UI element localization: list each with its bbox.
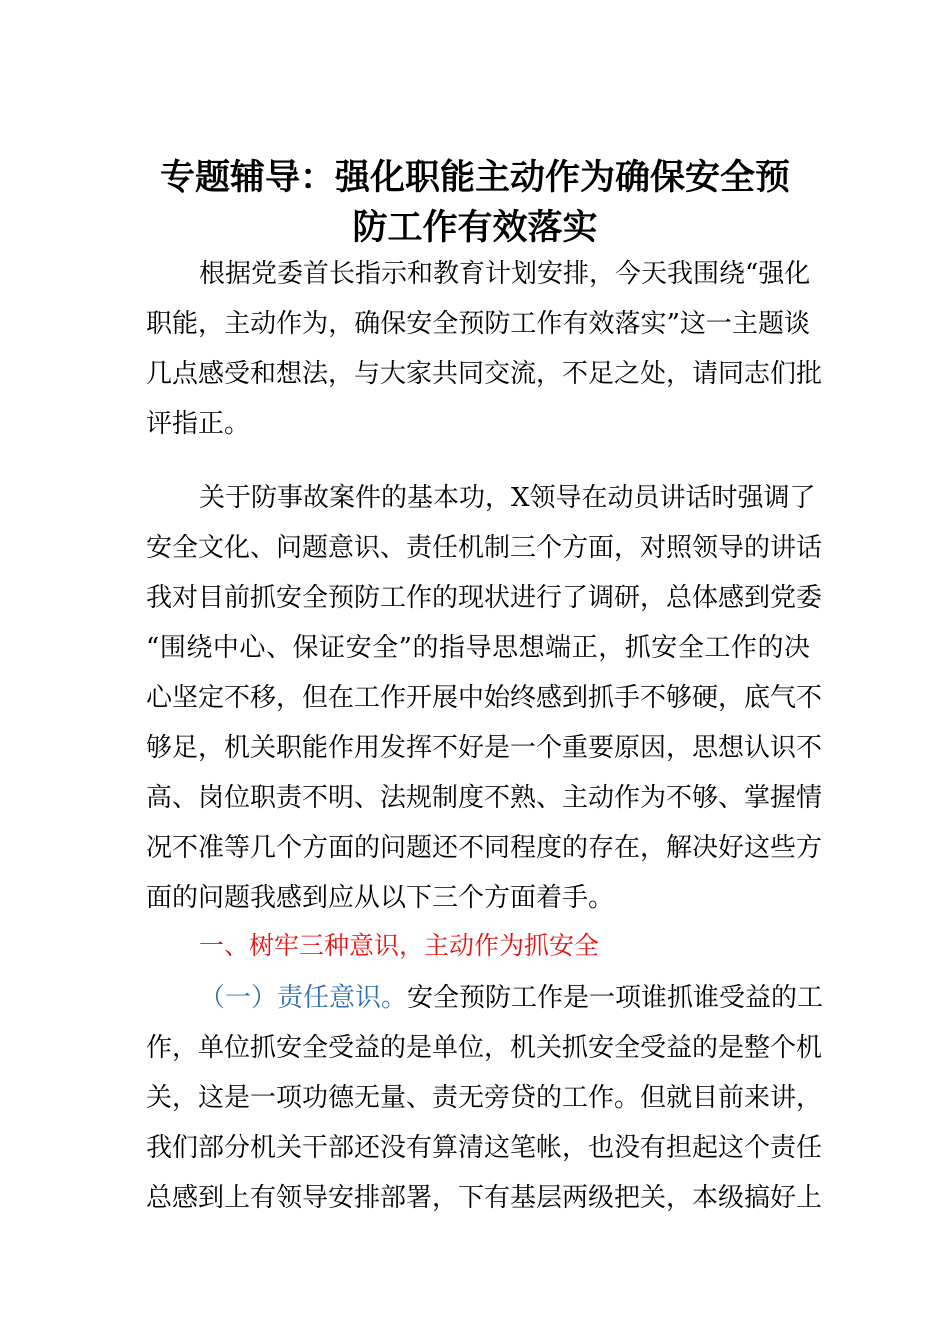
subsection-1-line-2: 作，单位抓安全受益的是单位，机关抓安全受益的是整个机 (146, 1033, 823, 1063)
subsection-1-line-4: 我们部分机关干部还没有算清这笔帐，也没有担起这个责任 (146, 1133, 823, 1163)
document-title-line-2: 防工作有效落实 (352, 207, 598, 248)
paragraph-1-line-3: 几点感受和想法，与大家共同交流，不足之处，请同志们批 (146, 359, 823, 389)
paragraph-2-line-8: 况不准等几个方面的问题还不同程度的存在，解决好这些方 (146, 833, 823, 863)
section-1-heading: 一、树牢三种意识，主动作为抓安全 (199, 931, 600, 960)
paragraph-2-line-9: 面的问题我感到应从以下三个方面着手。 (146, 883, 615, 913)
document-title-line-1: 专题辅导：强化职能主动作为确保安全预 (159, 157, 790, 198)
paragraph-1-line-4: 评指正。 (146, 409, 251, 439)
subsection-1-line-1 (199, 982, 824, 1014)
paragraph-2-line-4: “围绕中心、保证安全”的指导思想端正，抓安全工作的决 (146, 633, 810, 663)
paragraph-2-line-3: 我对目前抓安全预防工作的现状进行了调研，总体感到党委 (146, 583, 823, 613)
subsection-1-line-5: 总感到上有领导安排部署，下有基层两级把关，本级搞好上 (146, 1183, 823, 1213)
paragraph-1-line-2: 职能，主动作为，确保安全预防工作有效落实”这一主题谈 (146, 309, 810, 339)
paragraph-2-line-2: 安全文化、问题意识、责任机制三个方面，对照领导的讲话 (146, 533, 823, 563)
paragraph-2-line-1: 关于防事故案件的基本功，X领导在动员讲话时强调了 (199, 483, 816, 513)
paragraph-2-line-5: 心坚定不移，但在工作开展中始终感到抓手不够硬，底气不 (146, 683, 823, 713)
paragraph-2-line-6: 够足，机关职能作用发挥不好是一个重要原因，思想认识不 (146, 733, 823, 763)
paragraph-2-line-7: 高、岗位职责不明、法规制度不熟、主动作为不够、掌握情 (146, 783, 823, 813)
paragraph-1-line-1: 根据党委首长指示和教育计划安排，今天我围绕“强化 (199, 259, 811, 289)
subsection-1-first-line-text: 安全预防工作是一项谁抓谁受益的工 (407, 983, 824, 1013)
subsection-1-line-3: 关，这是一项功德无量、责无旁贷的工作。但就目前来讲， (146, 1083, 823, 1113)
subsection-1-label: （一）责任意识。 (199, 983, 408, 1013)
